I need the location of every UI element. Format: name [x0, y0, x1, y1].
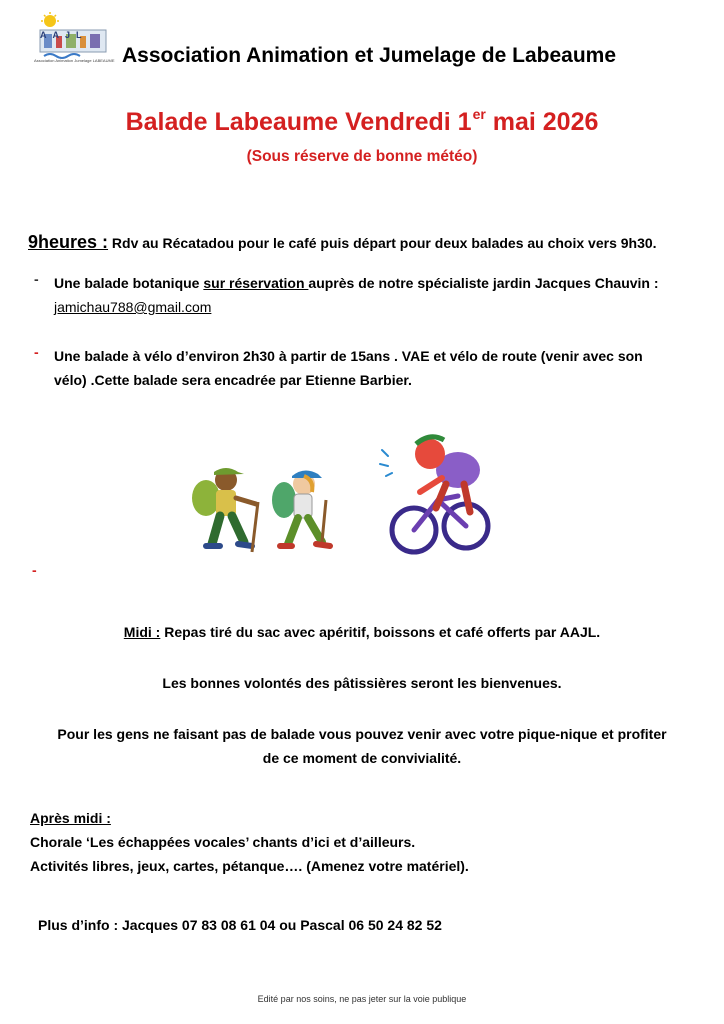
- botanical-text-after: auprès de notre spécialiste jardin Jacques Chauvin :: [308, 275, 659, 291]
- picnic-line1: Pour les gens ne faisant pas de balade vous pouvez venir avec votre pique-nique et profiter: [57, 726, 667, 742]
- bullet-dash: -: [34, 271, 39, 287]
- botanical-text-before: Une balade botanique: [54, 275, 204, 291]
- logo-caption: Association Animation Jumelage LABEAUME: [34, 58, 115, 63]
- botanical-walk-item: [54, 271, 659, 319]
- hikers-and-cyclist-illustration: [176, 420, 506, 580]
- organization-title: Association Animation et Jumelage de Labeaume: [122, 44, 617, 67]
- noon-label: Midi :: [123, 624, 161, 640]
- bike-ride-line1: Une balade à vélo d’environ 2h30 à partir de 15ans . VAE et vélo de route (venir avec son: [54, 348, 643, 364]
- pastry-volunteers-text: Les bonnes volontés des pâtissières seront les bienvenues.: [162, 675, 562, 691]
- event-title-sup: er: [472, 106, 486, 122]
- footer-notice: Edité par nos soins, ne pas jeter sur la voie publique: [257, 994, 467, 1004]
- hiker-icon: [192, 468, 258, 552]
- email-link[interactable]: jamichau788@gmail.com: [54, 299, 212, 315]
- morning-time-label: 9heures :: [28, 232, 109, 252]
- bike-ride-item: [54, 344, 643, 392]
- cyclist-icon: [380, 437, 488, 552]
- event-title-suffix: mai 2026: [485, 108, 599, 136]
- picnic-paragraph: [0, 722, 724, 770]
- event-title: [0, 106, 724, 137]
- morning-paragraph: [28, 230, 657, 255]
- afternoon-section: [30, 806, 469, 878]
- bullet-dash: -: [32, 562, 37, 578]
- hiker-icon: [272, 470, 330, 546]
- afternoon-line1: Chorale ‘Les échappées vocales’ chants d’ici et d’ailleurs.: [30, 834, 416, 850]
- afternoon-line2: Activités libres, jeux, cartes, pétanque…. (Amenez votre matériel).: [30, 858, 469, 874]
- afternoon-label: Après midi :: [30, 810, 111, 826]
- bike-ride-line2: vélo) .Cette balade sera encadrée par Etienne Barbier.: [54, 372, 412, 388]
- noon-paragraph: [0, 620, 724, 644]
- event-title-prefix: Balade Labeaume Vendredi 1: [125, 108, 472, 136]
- weather-disclaimer: (Sous réserve de bonne météo): [246, 148, 478, 165]
- noon-text: Repas tiré du sac avec apéritif, boissons et café offerts par AAJL.: [160, 624, 601, 640]
- morning-text: Rdv au Récatadou pour le café puis départ pour deux balades au choix vers 9h30.: [108, 235, 657, 251]
- reservation-text: sur réservation: [203, 275, 309, 291]
- logo-text: AAJL: [40, 30, 88, 40]
- bullet-dash: -: [34, 344, 39, 360]
- picnic-line2: de ce moment de convivialité.: [262, 750, 462, 766]
- contact-info: Plus d’info : Jacques 07 83 08 61 04 ou Pascal 06 50 24 82 52: [38, 917, 442, 933]
